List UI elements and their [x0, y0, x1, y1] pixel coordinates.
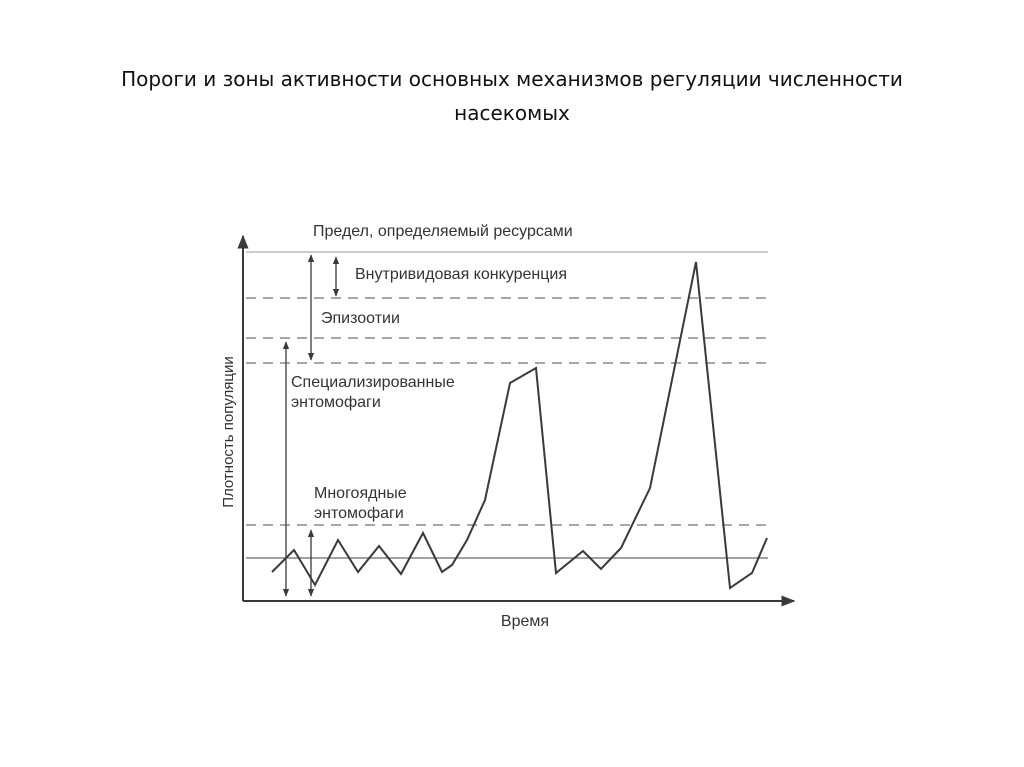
slide-title-line-2: насекомых [454, 101, 570, 125]
label-polyphagous-line-2: энтомофаги [314, 505, 404, 522]
label-polyphagous-line-1: Многоядные [314, 485, 407, 502]
label-resource-limit: Предел, определяемый ресурсами [313, 223, 573, 240]
label-epizootics: Эпизоотии [321, 310, 400, 327]
label-specialized-line-1: Специализированные [291, 374, 455, 391]
x-axis-label: Время [500, 613, 550, 630]
label-intraspecific-competition: Внутривидовая конкуренция [355, 266, 567, 283]
slide-title-line-1: Пороги и зоны активности основных механизмов регуляции численности [121, 67, 903, 91]
y-axis-label: Плотность популяции [220, 356, 237, 508]
label-specialized-line-2: энтомофаги [291, 394, 381, 411]
